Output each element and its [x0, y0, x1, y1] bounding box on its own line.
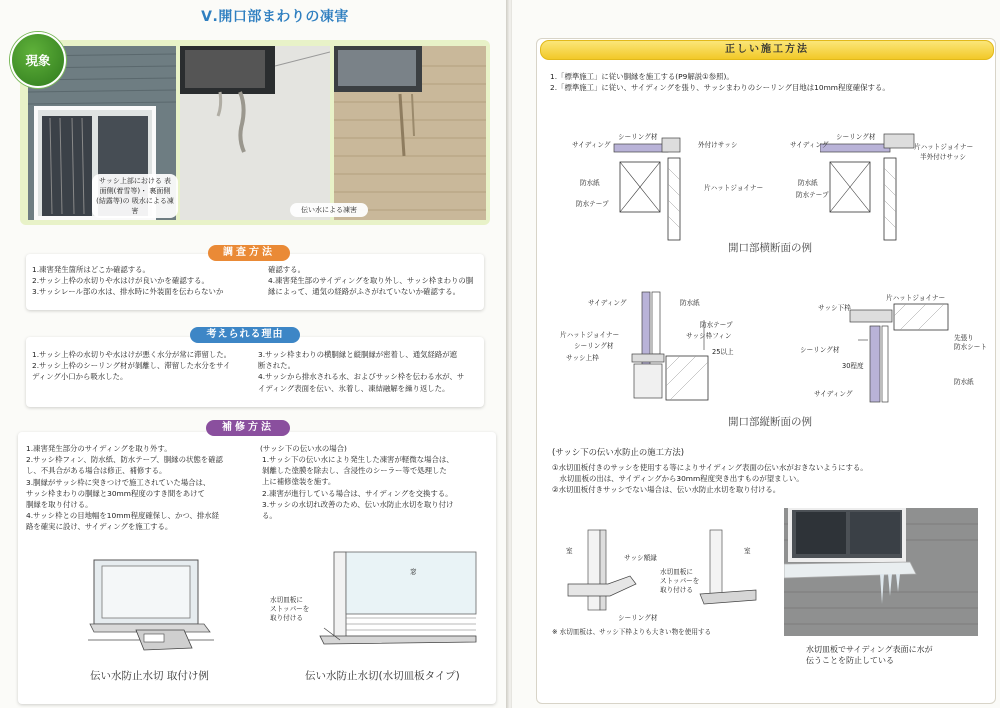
photo-tile-wall — [334, 46, 486, 220]
diagram-horizontal-external-sash — [610, 128, 710, 246]
d4-sheet-label: 先張り 防水シート — [954, 334, 987, 351]
fig-room2-label: 室 — [744, 547, 751, 555]
diagram-horizontal-semi-external-sash — [820, 128, 920, 246]
d4-dim-label: 30程度 — [842, 362, 864, 370]
fig-sealant-label: シーリング材 — [618, 614, 658, 622]
correct-construction-header: 正しい施工方法 — [540, 40, 994, 60]
caption-vertical-section: 開口部縦断面の例 — [728, 416, 812, 428]
d1-tape-label: 防水テープ — [576, 200, 609, 208]
repair-subheading: (サッシ下の伝い水の場合) — [260, 444, 347, 453]
d3-sealant-label: シーリング材 — [574, 342, 614, 350]
d3-siding-label: サイディング — [588, 299, 627, 307]
d2-tape-label: 防水テープ — [796, 191, 829, 199]
caption-drip-stopper-plate-type: 伝い水防止水切(水切皿板タイプ) — [305, 670, 460, 682]
page-title: Ⅴ.開口部まわりの凍害 — [201, 9, 349, 25]
d4-sash-bottom-label: サッシ下枠 — [818, 304, 851, 312]
d3-fin-label: サッシ枠フィン — [686, 332, 732, 340]
caption-drip-stopper-example: 伝い水防止水切 取付け例 — [90, 670, 209, 682]
photo-white-wall — [180, 46, 330, 220]
d3-sash-top-label: サッシ上枠 — [566, 354, 599, 362]
d2-sealant-label: シーリング材 — [836, 133, 876, 141]
investigation-text-left: 1.凍害発生箇所はどこか確認する。 2.サッシ上枠の水切りや水はけが良いかを確認する。 3.サッシレール部の水は、排水時に外装面を伝わらないか — [32, 265, 224, 297]
d4-paper-label: 防水紙 — [954, 378, 974, 386]
d4-joiner-label: 片ハットジョイナー — [886, 294, 946, 302]
d3-joiner-label: 片ハットジョイナー — [560, 331, 620, 339]
drip-stopper-figure-right — [310, 548, 480, 662]
figure-label-stopper: 水切皿板に ストッパーを 取り付ける — [270, 596, 310, 622]
drip-prevention-heading: (サッシ下の伝い水防止の施工方法) — [552, 447, 684, 457]
d1-joiner-label: 片ハットジョイナー — [704, 184, 764, 192]
d4-sealant-label: シーリング材 — [800, 346, 840, 354]
callout-frost-damage: サッシ上部における 表面側(着雪等)・ 裏面側(結露等)の 吸水による凍害 — [92, 174, 178, 218]
caption-horizontal-section: 開口部横断面の例 — [728, 242, 812, 254]
photo-drip-plate-caption: 水切皿板でサイディング表面に水が 伝うことを防止している — [806, 645, 933, 666]
d3-paper-label: 防水紙 — [680, 299, 700, 307]
phenomenon-badge: 現象 — [10, 32, 66, 88]
diagram-vertical-sash-bottom — [840, 296, 950, 406]
figure-note: ※ 水切皿板は、サッシ下枠よりも大きい物を使用する — [552, 628, 712, 636]
d2-joiner-label: 片ハットジョイナー — [914, 143, 974, 151]
d2-siding-label: サイディング — [790, 141, 829, 149]
d1-sash-label: 外付けサッシ — [698, 141, 738, 149]
d3-tape-label: 防水テープ — [700, 321, 733, 329]
reasons-heading: 考えられる理由 — [190, 327, 300, 343]
callout-drip-water: 伝い水による凍害 — [290, 203, 368, 217]
photo-drip-plate-image — [784, 508, 978, 636]
d1-sealant-label: シーリング材 — [618, 133, 658, 141]
repair-text-right: 1.サッシ下の伝い水により発生した凍害が軽微な場合は、 剝離した塗膜を除去し、含浸性のシーラー等で処理した 上に補修塗装を施す。 2.凍害が進行している場合は、サイディングを交換する。 3.サッシの水切れ改善のため、伝い水防止水切を取り付け る。 — [262, 455, 454, 521]
d2-sash-label: 半外付けサッシ — [920, 153, 967, 161]
figure-label-window: 窓 — [410, 568, 417, 576]
correct-construction-intro: 1.「標準施工」に従い胴縁を施工する(P9解説①参照)。 2.「標準施工」に従い、サイディングを張り、サッシまわりのシーリング目地は10mm程度確保する。 — [550, 72, 890, 93]
photo-tile-wall-image — [334, 46, 486, 220]
investigation-heading: 調査方法 — [208, 245, 290, 261]
d1-siding-label: サイディング — [572, 141, 611, 149]
d3-dim-label: 25以上 — [712, 348, 734, 356]
drip-prevention-text: ①水切皿板付きのサッシを使用する等によりサイディング表面の伝い水がおきないようにする。 水切皿板の出は、サイディングから30mm程度突き出すものが望ましい。 ②水切皿板付きサッシでない場合は、伝い水防止水切を取り付ける。 — [552, 463, 868, 495]
fig-room-label: 室 — [566, 547, 573, 555]
repair-heading: 補修方法 — [206, 420, 290, 436]
photo-white-wall-image — [180, 46, 330, 220]
d1-paper-label: 防水紙 — [580, 179, 600, 187]
photo-drip-plate — [784, 508, 978, 636]
investigation-text-right: 確認する。 4.凍害発生部のサイディングを取り外し、サッシ枠まわりの胴 縁によって、通気の経路がふさがれていないか確認する。 — [268, 265, 474, 297]
drip-stopper-figure-left — [84, 552, 234, 664]
reasons-text-left: 1.サッシ上枠の水切りや水はけが悪く水分が常に滞留した。 2.サッシ上枠のシーリング材が剝離し、滞留した水分をサイ ディング小口から吸水した。 — [32, 350, 232, 382]
d2-paper-label: 防水紙 — [798, 179, 818, 187]
reasons-text-right: 3.サッシ枠まわりの横胴縁と縦胴縁が密着し、通気経路が遮 断された。 4.サッシから排水される水、およびサッシ枠を伝わる水が、サ イディング表面を伝い、氷着し、凍結融解を繰り返した。 — [258, 350, 465, 393]
repair-text-left: 1.凍害発生部分のサイディングを取り外す。 2.サッシ枠フィン、防水紙、防水テープ、胴縁の状態を確認 し、不具合がある場合は修正、補修する。 3.胴縁がサッシ枠に突きつけで施工されていた場合は、 サッシ枠まわりの胴縁と30mm程度のすき間をあけて 胴縁を取り付ける。 4.サッシ枠との目地幅を10mm程度確保し、かつ、排水経 路を確実に設け、サイディングを施工する。 — [26, 444, 223, 532]
d4-siding-label: サイディング — [814, 390, 853, 398]
fig-stopper-label: 水切皿板に ストッパーを 取り付ける — [660, 568, 700, 594]
fig-sash-frame-label: サッシ額縁 — [624, 554, 657, 562]
